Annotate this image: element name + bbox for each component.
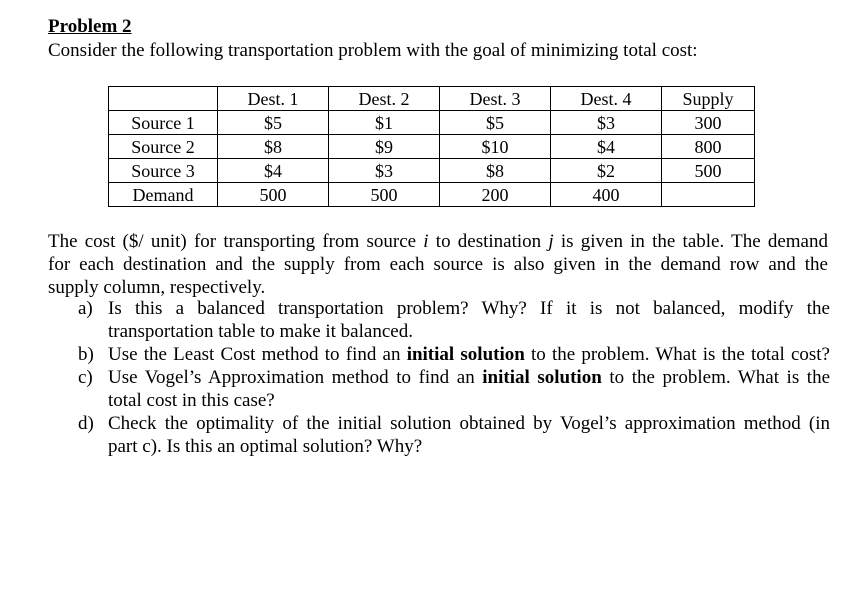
row-label: Source 3 [109,159,218,183]
demand-cell: 200 [440,183,551,207]
demand-cell: 500 [329,183,440,207]
table-cell: $1 [329,111,440,135]
header-cell-empty [109,87,218,111]
question-label: a) [78,298,93,319]
table-row-source-3 [109,159,755,183]
description-line-1: The cost ($/ unit) for transporting from source i to destination j is given in the table. The demand [48,231,828,252]
question-b: b) Use the Least Cost method to find an initial solution to the problem. What is the total cost? [78,344,830,365]
table-cell: $5 [218,111,329,135]
header-cell-dest-1: Dest. 1 [218,87,329,111]
table-cell: $10 [440,135,551,159]
supply-cell: 800 [662,135,755,159]
problem-title: Problem 2 [48,16,132,37]
demand-cell: 400 [551,183,662,207]
question-label: d) [78,413,94,434]
table-cell: $4 [218,159,329,183]
header-cell-dest-2: Dest. 2 [329,87,440,111]
question-label: b) [78,344,94,365]
description-line-3: supply column, respectively. [48,277,266,298]
table-cell: $3 [551,111,662,135]
table-cell: $9 [329,135,440,159]
table-row-source-1 [109,111,755,135]
problem-description [48,230,828,299]
table-cell: $2 [551,159,662,183]
question-a: a) Is this a balanced transportation problem? Why? If it is not balanced, modify the transportation table to make it balanced. [78,298,830,342]
table-cell: $3 [329,159,440,183]
row-label: Source 2 [109,135,218,159]
question-list [48,297,830,458]
table-row-source-2 [109,135,755,159]
demand-cell: 500 [218,183,329,207]
empty-cell [662,183,755,207]
table-cell: $4 [551,135,662,159]
table-cell: $8 [440,159,551,183]
header-cell-supply: Supply [662,87,755,111]
table-cell: $5 [440,111,551,135]
supply-cell: 500 [662,159,755,183]
table-header-row [109,87,755,111]
table-cell: $8 [218,135,329,159]
question-c: c) Use Vogel’s Approximation method to find an initial solution to the problem. What is the total cost in this case? [78,367,831,411]
header-cell-dest-4: Dest. 4 [551,87,662,111]
question-label: c) [78,367,93,388]
header-cell-dest-3: Dest. 3 [440,87,551,111]
transportation-table [108,86,755,207]
row-label: Source 1 [109,111,218,135]
table-row-demand [109,183,755,207]
row-label: Demand [109,183,218,207]
question-d: d) Check the optimality of the initial solution obtained by Vogel’s approximation method (in part c). Is this an optimal solution? Why? [78,413,830,457]
problem-intro: Consider the following transportation problem with the goal of minimizing total cost: [48,40,698,61]
supply-cell: 300 [662,111,755,135]
description-line-2: for each destination and the supply from each source is also given in the demand row and the [48,254,828,275]
